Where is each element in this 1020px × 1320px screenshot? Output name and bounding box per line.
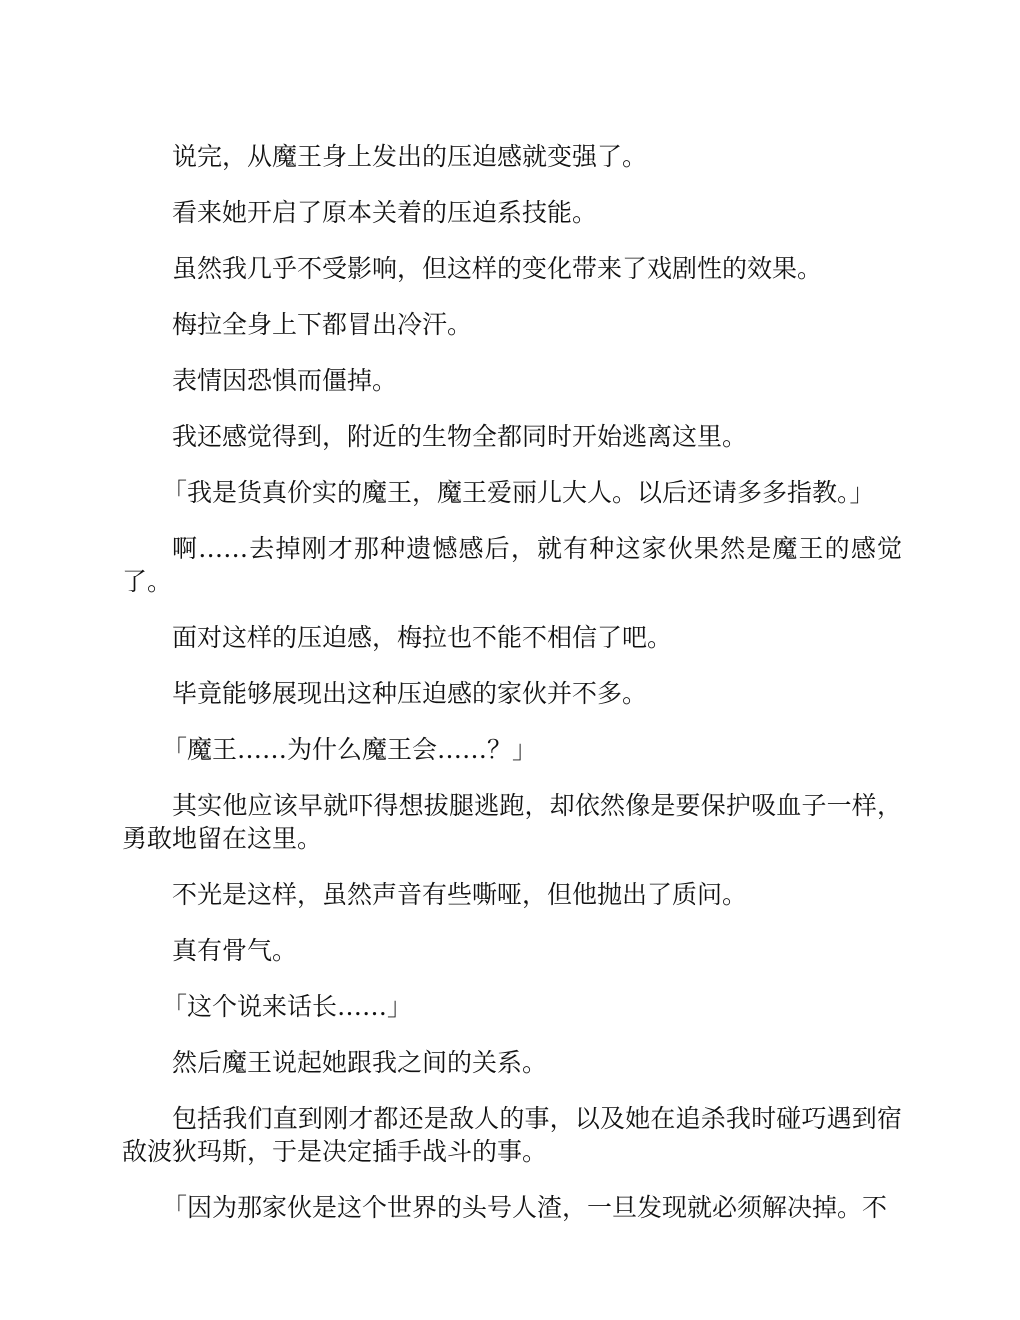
dialogue-paragraph: 「我是货真价实的魔王，魔王爱丽儿大人。以后还请多多指教。」 xyxy=(162,478,875,507)
paragraph: 说完，从魔王身上发出的压迫感就变强了。 xyxy=(172,142,648,171)
paragraph: 真有骨气。 xyxy=(172,936,298,965)
paragraph: 表情因恐惧而僵掉。 xyxy=(172,366,398,395)
paragraph: 虽然我几乎不受影响，但这样的变化带来了戏剧性的效果。 xyxy=(172,254,823,283)
paragraph: 其实他应该早就吓得想拔腿逃跑，却依然像是要保护吸血子一样，勇敢地留在这里。 xyxy=(122,791,902,853)
paragraph: 毕竟能够展现出这种压迫感的家伙并不多。 xyxy=(172,679,648,708)
paragraph: 然后魔王说起她跟我之间的关系。 xyxy=(172,1048,548,1077)
paragraph: 啊……去掉刚才那种遗憾感后，就有种这家伙果然是魔王的感觉了。 xyxy=(122,534,902,596)
dialogue-paragraph: 「魔王……为什么魔王会……？」 xyxy=(162,735,538,764)
dialogue-paragraph: 「这个说来话长……」 xyxy=(162,992,413,1021)
paragraph: 梅拉全身上下都冒出冷汗。 xyxy=(172,310,473,339)
paragraph: 包括我们直到刚才都还是敌人的事，以及她在追杀我时碰巧遇到宿敌波狄玛斯，于是决定插手战斗的事。 xyxy=(122,1104,902,1166)
paragraph: 不光是这样，虽然声音有些嘶哑，但他抛出了质问。 xyxy=(172,880,748,909)
dialogue-paragraph: 「因为那家伙是这个世界的头号人渣，一旦发现就必须解决掉。不 xyxy=(162,1193,888,1222)
paragraph: 面对这样的压迫感，梅拉也不能不相信了吧。 xyxy=(172,623,673,652)
paragraph: 我还感觉得到，附近的生物全都同时开始逃离这里。 xyxy=(172,422,748,451)
paragraph: 看来她开启了原本关着的压迫系技能。 xyxy=(172,198,598,227)
body-text xyxy=(122,140,902,1247)
